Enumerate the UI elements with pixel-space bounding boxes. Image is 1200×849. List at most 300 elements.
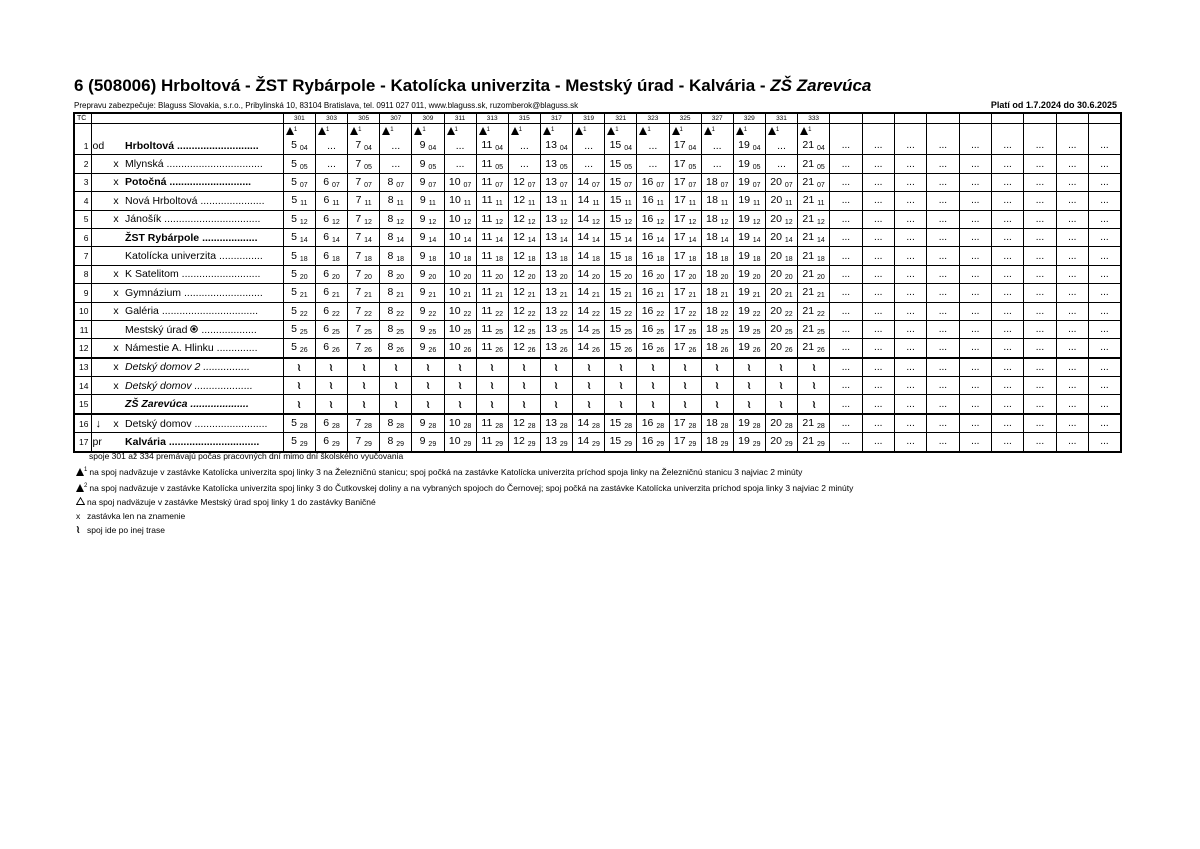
time-minute: 28 xyxy=(688,423,697,431)
no-service: ... xyxy=(777,158,786,171)
time-cell xyxy=(540,137,572,155)
time-hour: 10 xyxy=(448,175,461,188)
time-cell xyxy=(573,228,605,246)
time-hour: 21 xyxy=(802,341,815,354)
stop-name xyxy=(123,247,283,265)
stop-name-text: Nová Hrboltová xyxy=(125,194,198,207)
time-cell xyxy=(348,414,380,433)
time-cell xyxy=(637,284,669,302)
leader-dots: ................................. xyxy=(163,158,263,171)
time-cell xyxy=(508,210,540,228)
time-minute: 26 xyxy=(463,347,472,355)
time-cell xyxy=(283,302,315,320)
empty-time-cell: ... xyxy=(991,414,1023,433)
bypass-icon: ≀ xyxy=(392,398,399,411)
time-cell xyxy=(637,339,669,358)
stop-row xyxy=(74,173,1121,191)
time-cell xyxy=(476,210,508,228)
time-hour: 6 xyxy=(323,435,330,448)
empty-time-cell: ... xyxy=(991,247,1023,265)
empty-time-cell: ... xyxy=(927,377,959,395)
time-hour: 11 xyxy=(481,286,493,299)
time-hour: 8 xyxy=(387,286,394,299)
empty-time-cell: ... xyxy=(991,433,1023,452)
empty-time-cell: ... xyxy=(862,358,894,377)
empty-time-cell: ... xyxy=(927,265,959,283)
time-hour: 20 xyxy=(770,231,782,244)
time-cell xyxy=(476,395,508,414)
time-hour: 8 xyxy=(387,212,394,225)
time-cell xyxy=(798,137,830,155)
time-minute: 21 xyxy=(463,292,472,300)
time-minute: 29 xyxy=(720,441,729,449)
stop-name-text: Detský domov xyxy=(125,417,192,430)
time-cell xyxy=(315,395,347,414)
time-cell xyxy=(348,247,380,265)
time-hour: 7 xyxy=(355,323,362,336)
time-hour: 14 xyxy=(577,417,590,430)
time-hour: 21 xyxy=(802,212,815,225)
time-cell xyxy=(380,358,412,377)
leader-dots: ................................. xyxy=(161,213,261,226)
stop-flag xyxy=(91,247,109,265)
time-cell xyxy=(444,339,476,358)
filled-triangle-icon xyxy=(575,127,583,135)
empty-time-cell: ... xyxy=(1024,320,1056,338)
time-hour: 5 xyxy=(291,139,297,152)
time-hour: 20 xyxy=(770,323,782,336)
request-stop-symbol: x xyxy=(76,510,81,521)
empty-time-cell: ... xyxy=(894,155,926,173)
time-cell xyxy=(605,284,637,302)
time-minute: 22 xyxy=(559,310,568,318)
request-stop-mark: x xyxy=(109,265,123,283)
time-cell xyxy=(605,210,637,228)
time-hour: 18 xyxy=(706,175,718,188)
bypass-icon: ≀ xyxy=(553,361,560,375)
bypass-icon: ≀ xyxy=(457,398,464,411)
time-minute: 18 xyxy=(299,255,308,263)
time-cell xyxy=(637,265,669,283)
time-hour: 20 xyxy=(770,175,782,188)
time-cell xyxy=(315,358,347,377)
time-hour: 17 xyxy=(673,435,686,448)
symbol-row xyxy=(74,124,1121,138)
time-cell xyxy=(380,155,412,173)
no-service: ... xyxy=(519,139,529,152)
time-cell xyxy=(476,247,508,265)
time-cell xyxy=(637,210,669,228)
time-minute: 18 xyxy=(752,255,761,263)
time-minute: 11 xyxy=(656,200,664,208)
note-text: na spoj nadväzuje v zastávke Mestský úrad spoj linky 1 do zastávky Baničné xyxy=(87,496,376,507)
time-minute: 20 xyxy=(624,273,632,281)
time-cell xyxy=(283,395,315,414)
empty-time-cell: ... xyxy=(862,265,894,283)
time-cell xyxy=(412,155,444,173)
filled-triangle-icon xyxy=(318,127,326,135)
header-row xyxy=(74,113,1121,124)
time-minute: 20 xyxy=(592,273,600,281)
time-cell xyxy=(540,377,572,395)
time-cell xyxy=(412,302,444,320)
stop-flag xyxy=(91,302,109,320)
time-minute: 28 xyxy=(720,423,729,431)
stop-tc: 2 xyxy=(74,155,91,173)
time-cell xyxy=(765,155,797,173)
time-cell xyxy=(733,192,765,210)
empty-time-cell: ... xyxy=(830,155,862,173)
time-hour: 12 xyxy=(513,194,526,207)
time-cell xyxy=(765,265,797,283)
time-minute: 21 xyxy=(332,292,340,300)
trip-note-ref: 1 xyxy=(293,126,298,133)
time-cell xyxy=(412,173,444,191)
time-cell xyxy=(508,137,540,155)
time-hour: 6 xyxy=(323,304,330,317)
trip-note-ref: 1 xyxy=(808,126,812,133)
note-sup: 2 xyxy=(84,482,88,489)
time-minute: 21 xyxy=(592,292,600,300)
time-minute: 12 xyxy=(364,218,372,226)
time-minute: 26 xyxy=(299,347,308,355)
time-cell xyxy=(315,247,347,265)
bypass-icon: ≀ xyxy=(360,380,367,393)
time-cell xyxy=(701,284,733,302)
time-minute: 12 xyxy=(624,218,632,226)
empty-time-cell: ... xyxy=(959,320,991,338)
time-cell xyxy=(444,155,476,173)
stop-name xyxy=(123,377,283,395)
trip-number: 309 xyxy=(412,113,444,124)
time-cell xyxy=(444,210,476,228)
trip-symbol xyxy=(701,124,733,138)
empty-time-cell: ... xyxy=(862,173,894,191)
time-cell xyxy=(348,155,380,173)
request-stop-mark: x xyxy=(109,358,123,377)
time-minute: 20 xyxy=(396,273,405,281)
time-hour: 20 xyxy=(770,286,782,299)
empty-time-cell: ... xyxy=(894,284,926,302)
time-minute: 14 xyxy=(592,237,600,245)
empty-trip-number xyxy=(927,113,959,124)
time-cell xyxy=(444,192,476,210)
time-hour: 7 xyxy=(355,267,362,280)
time-cell xyxy=(701,155,733,173)
time-hour: 7 xyxy=(355,304,362,317)
empty-time-cell: ... xyxy=(1056,339,1088,358)
empty-time-cell: ... xyxy=(1088,433,1121,452)
empty-time-cell: ... xyxy=(1088,320,1121,338)
time-hour: 5 xyxy=(291,286,297,299)
time-cell xyxy=(380,284,412,302)
trip-number: 319 xyxy=(573,113,605,124)
time-cell xyxy=(508,265,540,283)
time-hour: 10 xyxy=(449,194,461,207)
empty-time-cell: ... xyxy=(1024,377,1056,395)
time-hour: 20 xyxy=(770,341,782,354)
bypass-icon: ≀ xyxy=(682,361,689,375)
stop-row xyxy=(74,414,1121,433)
time-cell xyxy=(444,228,476,246)
time-minute: 12 xyxy=(592,218,600,226)
time-cell xyxy=(701,210,733,228)
time-cell xyxy=(637,414,669,433)
stop-tc: 11 xyxy=(74,320,91,338)
time-minute: 25 xyxy=(720,329,729,337)
time-hour: 11 xyxy=(481,194,493,207)
time-hour: 17 xyxy=(673,249,686,262)
time-minute: 04 xyxy=(688,145,697,153)
time-hour: 18 xyxy=(706,249,718,262)
time-cell xyxy=(476,155,508,173)
time-minute: 11 xyxy=(720,200,729,208)
bypass-icon: ≀ xyxy=(810,398,817,411)
time-cell xyxy=(540,155,572,173)
bypass-icon: ≀ xyxy=(746,380,753,393)
time-minute: 29 xyxy=(396,441,405,449)
empty-time-cell: ... xyxy=(1056,414,1088,433)
empty-symbol xyxy=(959,124,991,138)
time-hour: 12 xyxy=(513,323,525,336)
empty-time-cell: ... xyxy=(1088,192,1121,210)
time-minute: 21 xyxy=(299,292,308,300)
time-hour: 14 xyxy=(577,323,590,336)
time-hour: 15 xyxy=(609,175,622,188)
time-minute: 20 xyxy=(688,273,697,281)
time-cell xyxy=(637,377,669,395)
time-cell xyxy=(573,320,605,338)
empty-time-cell: ... xyxy=(1088,173,1121,191)
time-cell xyxy=(508,192,540,210)
time-minute: 29 xyxy=(784,441,793,449)
time-hour: 9 xyxy=(419,139,426,152)
stop-name-text: Hrboltová xyxy=(125,139,175,152)
time-cell xyxy=(412,377,444,395)
time-hour: 15 xyxy=(609,417,622,430)
time-hour: 16 xyxy=(641,323,654,336)
stop-name-text: Detský domov xyxy=(125,379,192,392)
time-cell xyxy=(765,247,797,265)
empty-time-cell: ... xyxy=(830,302,862,320)
stop-name xyxy=(123,358,283,377)
empty-time-cell: ... xyxy=(894,173,926,191)
time-minute: 25 xyxy=(784,329,793,337)
stop-row xyxy=(74,247,1121,265)
time-hour: 5 xyxy=(291,435,297,448)
time-cell xyxy=(315,320,347,338)
empty-time-cell: ... xyxy=(1024,433,1056,452)
time-minute: 26 xyxy=(527,347,536,355)
empty-time-cell: ... xyxy=(1056,302,1088,320)
empty-time-cell: ... xyxy=(991,358,1023,377)
empty-time-cell: ... xyxy=(894,395,926,414)
time-minute: 22 xyxy=(752,310,761,318)
time-cell xyxy=(733,228,765,246)
empty-time-cell: ... xyxy=(991,320,1023,338)
time-minute: 12 xyxy=(428,218,437,226)
stop-flag xyxy=(91,395,109,414)
time-hour: 9 xyxy=(419,231,426,244)
stop-name-text: Námestie A. Hlinku xyxy=(125,341,214,354)
bypass-icon: ≀ xyxy=(714,380,721,393)
time-cell xyxy=(637,320,669,338)
time-cell xyxy=(637,228,669,246)
trip-number: 305 xyxy=(348,113,380,124)
bypass-icon: ≀ xyxy=(617,398,624,411)
time-hour: 21 xyxy=(802,194,815,207)
time-minute: 14 xyxy=(299,237,308,245)
time-hour: 19 xyxy=(738,304,750,317)
time-cell xyxy=(733,414,765,433)
time-cell xyxy=(605,137,637,155)
time-cell xyxy=(573,192,605,210)
time-minute: 22 xyxy=(784,310,793,318)
time-cell xyxy=(573,155,605,173)
time-minute: 18 xyxy=(396,255,405,263)
request-stop-mark xyxy=(109,395,123,414)
empty-time-cell: ... xyxy=(894,210,926,228)
time-hour: 21 xyxy=(802,231,815,244)
filled-triangle-icon xyxy=(76,468,84,476)
time-minute: 25 xyxy=(624,329,632,337)
time-minute: 29 xyxy=(592,441,600,449)
time-cell xyxy=(637,173,669,191)
stop-row xyxy=(74,210,1121,228)
time-cell xyxy=(605,247,637,265)
empty-time-cell: ... xyxy=(862,155,894,173)
time-cell xyxy=(637,155,669,173)
trip-note-ref: 1 xyxy=(358,126,362,133)
time-cell xyxy=(348,228,380,246)
stop-tc: 10 xyxy=(74,302,91,320)
trip-number: 329 xyxy=(733,113,765,124)
time-cell xyxy=(798,173,830,191)
time-cell xyxy=(380,265,412,283)
time-minute: 28 xyxy=(752,423,761,431)
time-hour: 9 xyxy=(419,267,426,280)
time-minute: 26 xyxy=(495,347,504,355)
time-minute: 28 xyxy=(332,423,340,431)
time-cell xyxy=(283,284,315,302)
empty-time-cell: ... xyxy=(959,414,991,433)
time-hour: 13 xyxy=(545,435,557,448)
time-cell xyxy=(540,302,572,320)
time-cell xyxy=(348,377,380,395)
time-hour: 17 xyxy=(673,231,686,244)
time-cell xyxy=(444,137,476,155)
time-hour: 7 xyxy=(355,212,362,225)
empty-time-cell: ... xyxy=(991,377,1023,395)
time-hour: 8 xyxy=(387,249,394,262)
time-hour: 6 xyxy=(323,212,330,225)
time-hour: 7 xyxy=(355,417,362,430)
empty-time-cell: ... xyxy=(1088,228,1121,246)
leader-dots: ................... xyxy=(198,323,257,336)
time-minute: 12 xyxy=(559,218,568,226)
time-cell xyxy=(283,192,315,210)
bypass-icon: ≀ xyxy=(360,398,367,411)
filled-triangle-icon xyxy=(76,463,87,479)
time-minute: 21 xyxy=(688,292,697,300)
empty-time-cell: ... xyxy=(927,284,959,302)
empty-time-cell: ... xyxy=(830,320,862,338)
empty-time-cell: ... xyxy=(1056,265,1088,283)
time-cell xyxy=(348,137,380,155)
time-hour: 7 xyxy=(355,139,362,152)
trip-number: 331 xyxy=(765,113,797,124)
time-cell xyxy=(283,414,315,433)
time-minute: 11 xyxy=(332,200,340,208)
time-hour: 17 xyxy=(673,341,686,354)
time-hour: 10 xyxy=(448,249,461,262)
footnotes xyxy=(76,449,853,537)
time-cell xyxy=(669,228,701,246)
empty-symbol xyxy=(1024,124,1056,138)
empty-time-cell: ... xyxy=(959,210,991,228)
trip-note-ref: 1 xyxy=(647,126,651,133)
stop-flag xyxy=(91,173,109,191)
bypass-icon: ≀ xyxy=(360,361,367,375)
empty-trip-number xyxy=(959,113,991,124)
time-cell xyxy=(540,320,572,338)
time-cell xyxy=(573,377,605,395)
empty-time-cell: ... xyxy=(1088,414,1121,433)
empty-time-cell: ... xyxy=(959,377,991,395)
stop-name xyxy=(123,192,283,210)
stop-flag xyxy=(91,414,109,433)
time-hour: 19 xyxy=(738,212,750,225)
empty-time-cell: ... xyxy=(862,192,894,210)
time-cell xyxy=(701,247,733,265)
time-hour: 17 xyxy=(673,323,686,336)
empty-trip-number xyxy=(1056,113,1088,124)
bypass-icon: ≀ xyxy=(457,380,464,393)
time-cell xyxy=(508,155,540,173)
stop-tc: 5 xyxy=(74,210,91,228)
time-cell xyxy=(476,173,508,191)
time-cell xyxy=(733,320,765,338)
time-cell xyxy=(573,302,605,320)
time-hour: 5 xyxy=(291,157,297,170)
time-minute: 29 xyxy=(428,441,437,449)
time-hour: 13 xyxy=(545,323,557,336)
time-minute: 05 xyxy=(299,163,308,171)
time-minute: 26 xyxy=(624,347,632,355)
time-minute: 04 xyxy=(624,145,632,153)
time-cell xyxy=(573,247,605,265)
time-hour: 18 xyxy=(706,304,718,317)
time-hour: 6 xyxy=(323,341,330,354)
time-hour: 12 xyxy=(513,175,525,188)
time-hour: 7 xyxy=(355,231,362,244)
time-cell xyxy=(669,302,701,320)
time-cell xyxy=(605,414,637,433)
empty-time-cell: ... xyxy=(1088,284,1121,302)
stop-flag xyxy=(91,210,109,228)
time-minute: 28 xyxy=(559,423,568,431)
time-hour: 9 xyxy=(419,286,426,299)
empty-time-cell: ... xyxy=(1024,284,1056,302)
stop-flag xyxy=(91,228,109,246)
time-cell xyxy=(573,395,605,414)
empty-time-cell: ... xyxy=(927,358,959,377)
time-hour: 11 xyxy=(481,323,493,336)
time-hour: 14 xyxy=(577,175,590,188)
time-cell xyxy=(540,339,572,358)
time-cell xyxy=(283,358,315,377)
time-cell xyxy=(540,284,572,302)
